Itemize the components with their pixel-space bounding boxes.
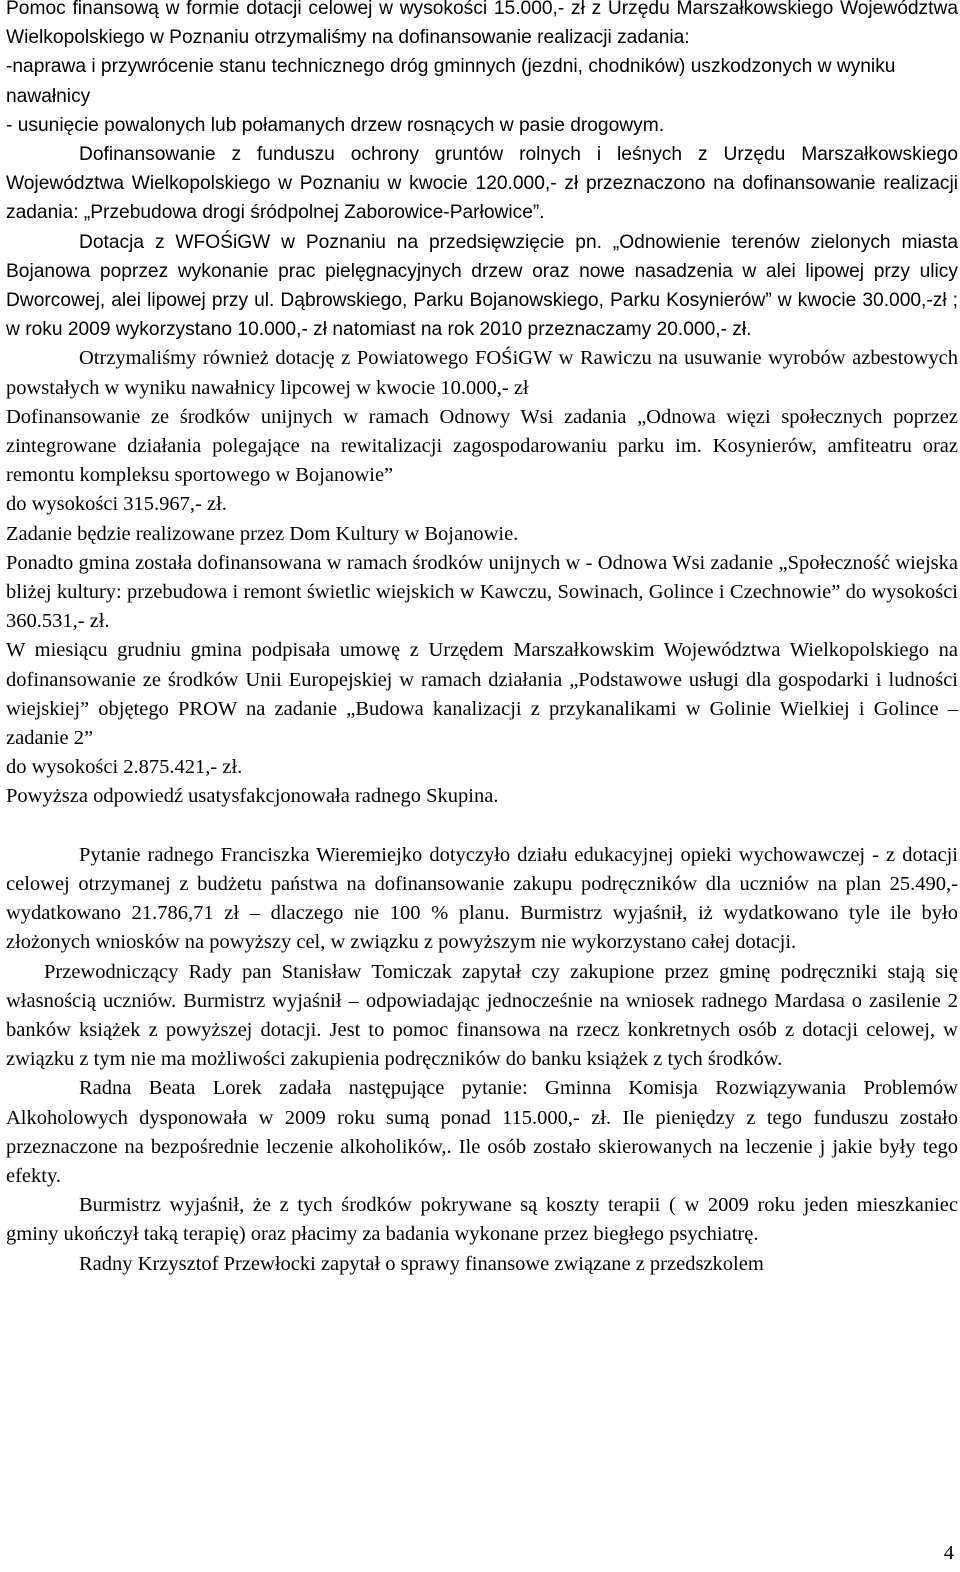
paragraph: Burmistrz wyjaśnił, że z tych środków pokrywane są koszty terapii ( w 2009 roku jeden mieszkaniec gminy ukończył taką terapię) oraz płacimy za badania wykonane przez biegłego psychiatrę. [6,1194,958,1246]
paragraph: do wysokości 315.967,- zł. [6,493,227,516]
paragraph: do wysokości 2.875.421,- zł. [6,756,243,779]
paragraph: W miesiącu grudniu gmina podpisała umowę z Urzędem Marszałkowskim Województwa Wielkopolskiego na dofinansowanie ze środków Unii Europejskiej w ramach działania „Podstawowe usługi dla gospodarki i ludności wiejskiej” objętego PROW na zadanie „Budowa kanalizacji z przykanalikami w Golinie Wielkiej i Golince – zadanie 2” [6,639,958,750]
top-section [6,0,958,812]
page-number: 4 [943,1541,954,1564]
paragraph: Radny Krzysztof Przewłocki zapytał o sprawy finansowe związane z przedszkolem [79,1252,764,1275]
paragraph: Dofinansowanie ze środków unijnych w ramach Odnowy Wsi zadania „Odnowa więzi społecznych poprzez zintegrowane działania polegające na rewitalizacji zagospodarowaniu parku im. Kosynierów, amfiteatru oraz remontu kompleksu sportowego w Bojanowie” [6,405,958,487]
paragraph: -naprawa i przywrócenie stanu technicznego dróg gminnych (jezdni, chodników) uszkodzonych w wyniku nawałnicy [6,56,896,107]
paragraph: - usunięcie powalonych lub połamanych drzew rosnących w pasie drogowym. [6,114,665,136]
paragraph: Przewodniczący Rady pan Stanisław Tomiczak zapytał czy zakupione przez gminę podręczniki stają się własnością uczniów. Burmistrz wyjaśnił – odpowiadając jednocześnie na wniosek radnego Mardasa o zasilenie 2 banków książek z powyższej dotacji. Jest to pomoc finansowa na rzecz konkretnych osób z dotacji celowej, w związku z tym nie ma możliwości zakupienia podręczników do banku książek z tych środków. [6,960,958,1071]
paragraph: Dotacja z WFOŚiGW w Poznaniu na przedsięwzięcie pn. „Odnowienie terenów zielonych miasta Bojanowa poprzez wykonanie prac pielęgnacyjnych drzew oraz nowe nasadzenia w alei lipowej przy ulicy Dworcowej, alei lipowej przy ul. Dąbrowskiego, Parku Bojanowskiego, Parku Kosynierów” w kwocie 30.000,-zł ; w roku 2009 wykorzystano 10.000,- zł natomiast na rok 2010 przeznaczamy 20.000,- zł. [6,231,958,341]
paragraph: Otrzymaliśmy również dotację z Powiatowego FOŚiGW w Rawiczu na usuwanie wyrobów azbestowych powstałych w wyniku nawałnicy lipcowej w kwocie 10.000,- zł [6,347,958,399]
paragraph: Dofinansowanie z funduszu ochrony gruntów rolnych i leśnych z Urzędu Marszałkowskiego Województwa Wielkopolskiego w Poznaniu w kwocie 120.000,- zł przeznaczono na dofinansowanie realizacji zadania: „Przebudowa drogi śródpolnej Zaborowice-Parłowice”. [6,144,958,224]
paragraph: Powyższa odpowiedź usatysfakcjonowała radnego Skupina. [6,785,499,808]
paragraph: Radna Beata Lorek zadała następujące pytanie: Gminna Komisja Rozwiązywania Problemów Alkoholowych dysponowała w 2009 roku sumą ponad 115.000,- zł. Ile pieniędzy z tego funduszu zostało przeznaczone na bezpośrednie leczenie alkoholików,. Ile osób zostało skierowanych na leczenie j jakie były tego efekty. [6,1077,958,1187]
document-body [6,0,958,1279]
paragraph: Pytanie radnego Franciszka Wieremiejko dotyczyło działu edukacyjnej opieki wychowawczej - z dotacji celowej otrzymanej z budżetu państwa na dofinansowanie zakupu podręczników dla uczniów na plan 25.490,- wydatkowano 21.786,71 zł – dlaczego nie 100 % planu. Burmistrz wyjaśnił, iż wydatkowano tyle ile było złożonych wniosków na powyższy cel, w związku z powyższym nie wykorzystano całej dotacji. [6,843,958,954]
paragraph: Zadanie będzie realizowane przez Dom Kultury w Bojanowie. [6,522,519,545]
paragraph: Pomoc finansową w formie dotacji celowej w wysokości 15.000,- zł z Urzędu Marszałkowskiego Województwa Wielkopolskiego w Poznaniu otrzymaliśmy na dofinansowanie realizacji zadania: [6,0,958,49]
bottom-section [6,841,958,1279]
paragraph: Ponadto gmina została dofinansowana w ramach środków unijnych w - Odnowa Wsi zadanie „Społeczność wiejska bliżej kultury: przebudowa i remont świetlic wiejskich w Kawczu, Sowinach, Golince i Czechnowie” do wysokości 360.531,- zł. [6,551,958,633]
paragraph-gap [6,812,958,841]
